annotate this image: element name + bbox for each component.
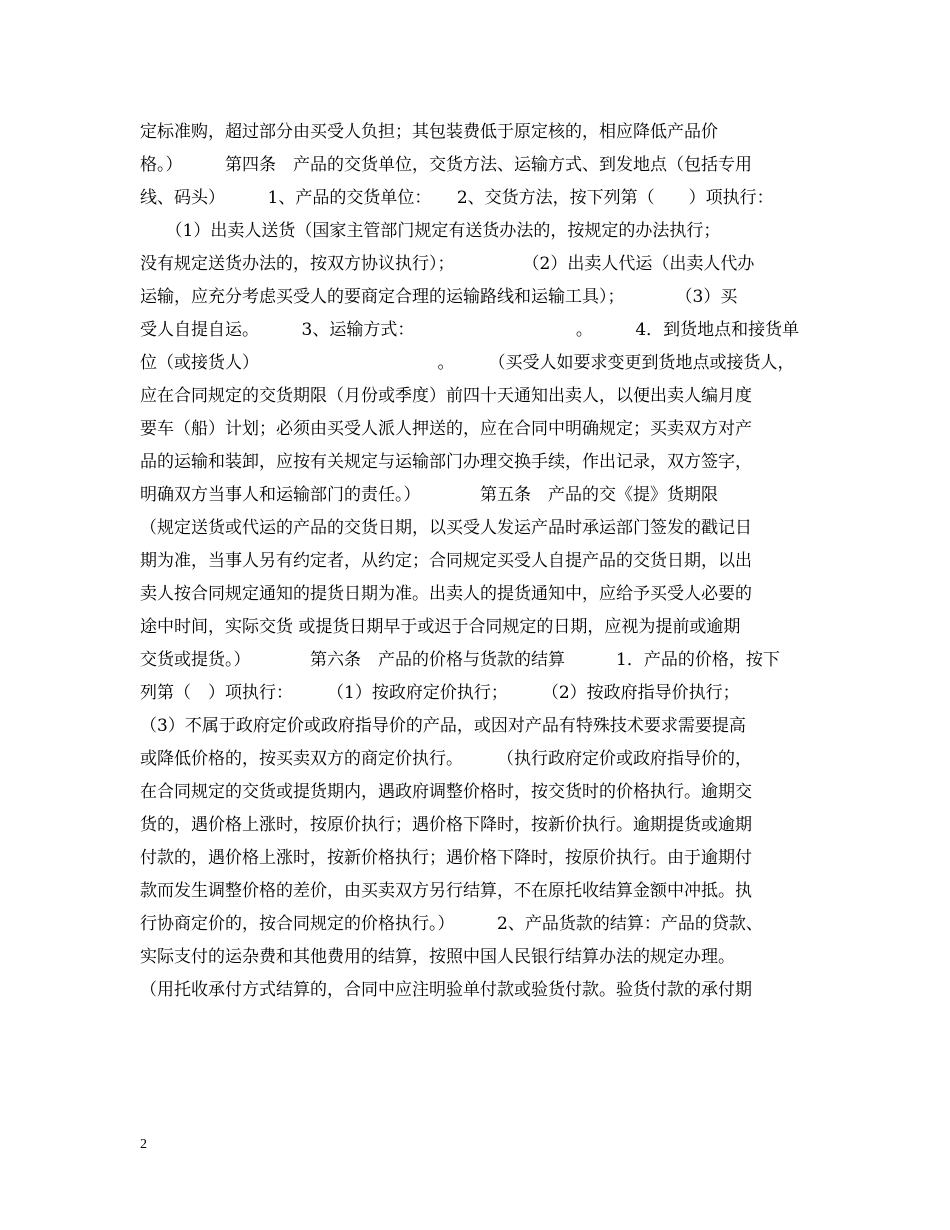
text-line: 在合同规定的交货或提货期内，遇政府调整价格时，按交货时的价格执行。逾期交 (140, 782, 752, 802)
text-line: 列第（ ）项执行： （1）按政府定价执行； （2）按政府指导价执行； (140, 683, 740, 703)
text-line: （1）出卖人送货（国家主管部门规定有送货办法的，按规定的办法执行； (140, 221, 721, 241)
text-line: 没有规定送货办法的，按双方协议执行）； （2）出卖人代运（出卖人代办 (140, 254, 755, 274)
text-line: 款而发生调整价格的差价，由买卖双方另行结算，不在原托收结算金额中冲抵。执 (140, 881, 752, 901)
page-number: 2 (140, 1137, 147, 1152)
text-line: 线、码头） 1、产品的交货单位： 2、交货方法，按下列第（ ）项执行： (140, 188, 774, 208)
text-line: 或降低价格的，按买卖双方的商定价执行。 （执行政府定价或政府指导价的， (140, 749, 752, 769)
text-line: 明确双方当事人和运输部门的责任。） 第五条 产品的交《提》货期限 (140, 485, 718, 505)
text-line: 行协商定价的，按合同规定的价格执行。） 2、产品货款的结算：产品的贷款、 (140, 914, 763, 934)
text-line: 格。） 第四条 产品的交货单位，交货方法、运输方式、到发地点（包括专用 (140, 155, 752, 175)
text-line: 途中时间，实际交货 或提货日期早于或迟于合同规定的日期，应视为提前或逾期 (140, 617, 741, 637)
text-line: 定标准购，超过部分由买受人负担；其包装费低于原定核的，相应降低产品价 (140, 122, 718, 142)
text-line: 受人自提自运。 3、运输方式： 。 4．到货地点和接货单 (140, 320, 800, 340)
text-line: 应在合同规定的交货期限（月份或季度）前四十天通知出卖人，以便出卖人编月度 (140, 386, 752, 406)
text-line: 付款的，遇价格上涨时，按新价格执行；遇价格下降时，按原价执行。由于逾期付 (140, 848, 752, 868)
text-line: 运输，应充分考虑买受人的要商定合理的运输路线和运输工具）； （3）买 (140, 287, 738, 307)
text-line: 要车（船）计划；必须由买受人派人押送的，应在合同中明确规定；买卖双方对产 (140, 419, 752, 439)
text-line: （规定送货或代运的产品的交货日期，以买受人发运产品时承运部门签发的戳记日 (140, 518, 752, 538)
document-body (140, 116, 840, 1007)
text-line: 期为准，当事人另有约定者，从约定；合同规定买受人自提产品的交货日期，以出 (140, 551, 752, 571)
text-line: 位（或接货人） 。 （买受人如要求变更到货地点或接货人， (140, 353, 795, 373)
text-line: 交货或提货。） 第六条 产品的价格与货款的结算 1．产品的价格，按下 (140, 650, 780, 670)
text-line: 货的，遇价格上涨时，按原价执行；遇价格下降时，按新价执行。逾期提货或逾期 (140, 815, 752, 835)
text-line: 实际支付的运杂费和其他费用的结算，按照中国人民银行结算办法的规定办理。 (140, 947, 735, 967)
text-line: 卖人按合同规定通知的提货日期为准。出卖人的提货通知中，应给予买受人必要的 (140, 584, 752, 604)
text-line: 品的运输和装卸，应按有关规定与运输部门办理交换手续，作出记录，双方签字， (140, 452, 752, 472)
text-line: （3）不属于政府定价或政府指导价的产品，或因对产品有特殊技术要求需要提高 (140, 716, 746, 736)
text-line: （用托收承付方式结算的，合同中应注明验单付款或验货付款。验货付款的承付期 (140, 980, 752, 1000)
